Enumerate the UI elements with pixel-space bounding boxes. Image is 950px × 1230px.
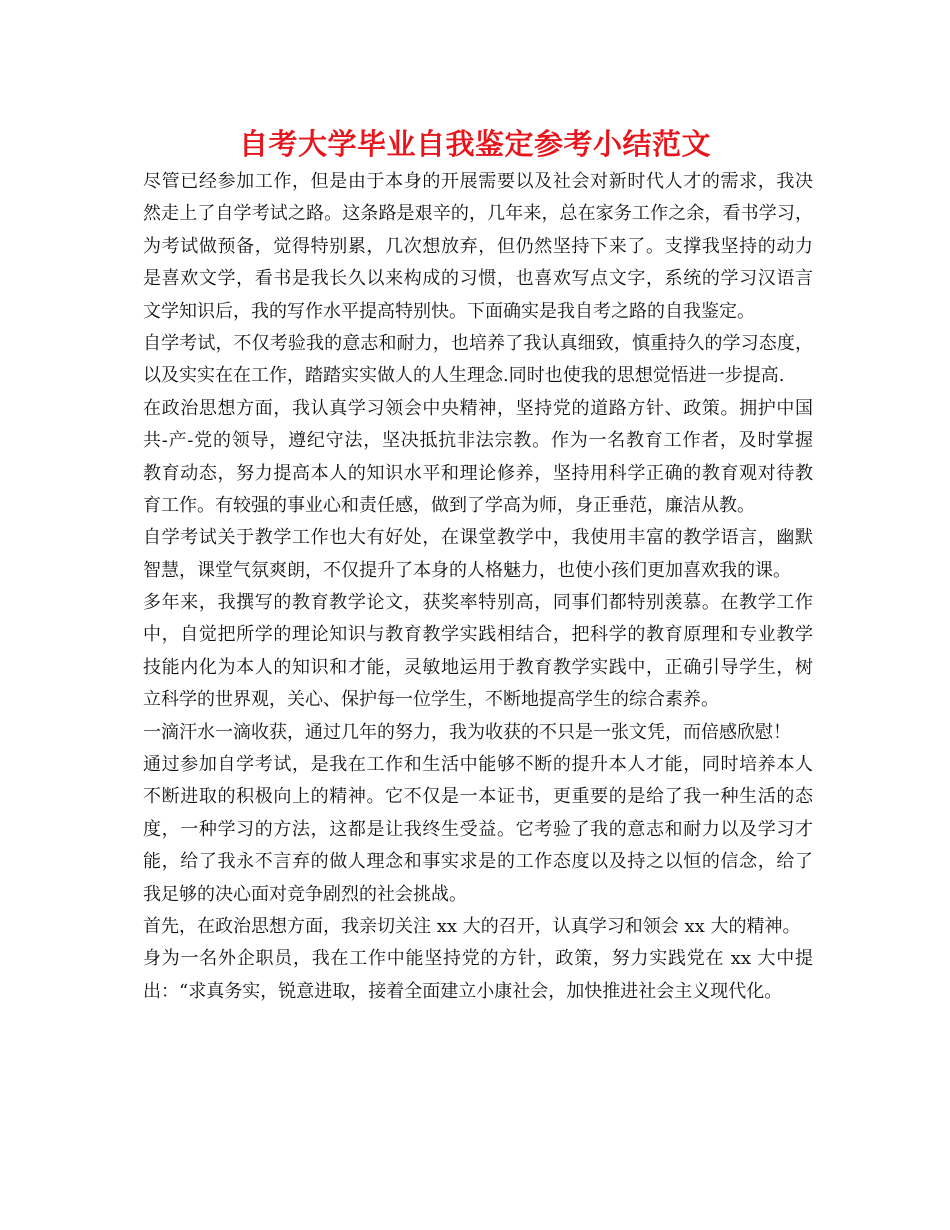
text-line: 首先，在政治思想方面，我亲切关注 xx 大的召开，认真学习和领会 xx 大的精神。 [143, 915, 801, 937]
text-line: 为考试做预备，觉得特别累，几次想放弃，但仍然坚持下来了。支撑我坚持的动力 [143, 235, 813, 257]
text-line: 自学考试关于教学工作也大有好处，在课堂教学中，我使用丰富的教学语言，幽默 [143, 527, 813, 549]
text-line: 多年来，我撰写的教育教学论文，获奖率特别高，同事们都特别羡慕。在教学工作 [143, 592, 813, 614]
text-line: 能，给了我永不言弃的做人理念和事实求是的工作态度以及持之以恒的信念，给了 [143, 851, 813, 873]
text-line: 然走上了自学考试之路。这条路是艰辛的，几年来，总在家务工作之余，看书学习， [143, 203, 813, 225]
text-line: 自学考试，不仅考验我的意志和耐力，也培养了我认真细致，慎重持久的学习态度， [143, 332, 813, 354]
text-line: 一滴汗水一滴收获，通过几年的努力，我为收获的不只是一张文凭，而倍感欣慰！ [143, 721, 791, 743]
text-line: 在政治思想方面，我认真学习领会中央精神，坚持党的道路方针、政策。拥护中国 [143, 397, 813, 419]
text-line: 不断进取的积极向上的精神。它不仅是一本证书，更重要的是给了我一种生活的态 [143, 786, 813, 808]
document-body [143, 166, 813, 1008]
document-page [143, 122, 813, 1008]
text-line: 以及实实在在工作，踏踏实实做人的人生理念.同时也使我的思想觉悟进一步提高. [143, 365, 785, 387]
text-line: 文学知识后，我的写作水平提高特别快。下面确实是我自考之路的自我鉴定。 [143, 300, 755, 322]
text-line: 共-产-党的领导，遵纪守法，坚决抵抗非法宗教。作为一名教育工作者，及时掌握 [143, 430, 813, 452]
text-line: 通过参加自学考试，是我在工作和生活中能够不断的提升本人才能，同时培养本人 [143, 754, 813, 776]
text-line: 尽管已经参加工作，但是由于本身的开展需要以及社会对新时代人才的需求，我决 [143, 171, 813, 192]
text-line: 度，一种学习的方法，这都是让我终生受益。它考验了我的意志和耐力以及学习才 [143, 818, 813, 840]
text-line: 立科学的世界观，关心、保护每一位学生，不断地提高学生的综合素养。 [143, 689, 719, 711]
text-line: 教育动态，努力提高本人的知识水平和理论修养，坚持用科学正确的教育观对待教 [143, 462, 813, 484]
text-line: 中，自觉把所学的理论知识与教育教学实践相结合，把科学的教育原理和专业教学 [143, 624, 813, 646]
text-line: 育工作。有较强的事业心和责任感，做到了学高为师，身正垂范，廉洁从教。 [143, 494, 755, 516]
document-title: 自考大学毕业自我鉴定参考小结范文 [238, 127, 711, 161]
text-line: 是喜欢文学，看书是我长久以来构成的习惯，也喜欢写点文字，系统的学习汉语言 [143, 268, 813, 290]
text-line: 身为一名外企职员，我在工作中能坚持党的方针，政策，努力实践党在 xx 大中提 [143, 948, 813, 970]
text-line: 出：“求真务实，锐意进取，接着全面建立小康社会，加快推进社会主义现代化。 [143, 980, 783, 1002]
text-line: 我足够的决心面对竞争剧烈的社会挑战。 [143, 883, 467, 905]
text-line: 技能内化为本人的知识和才能，灵敏地运用于教育教学实践中，正确引导学生，树 [143, 656, 813, 678]
text-line: 智慧，课堂气氛爽朗，不仅提升了本身的人格魅力，也使小孩们更加喜欢我的课。 [143, 559, 791, 581]
